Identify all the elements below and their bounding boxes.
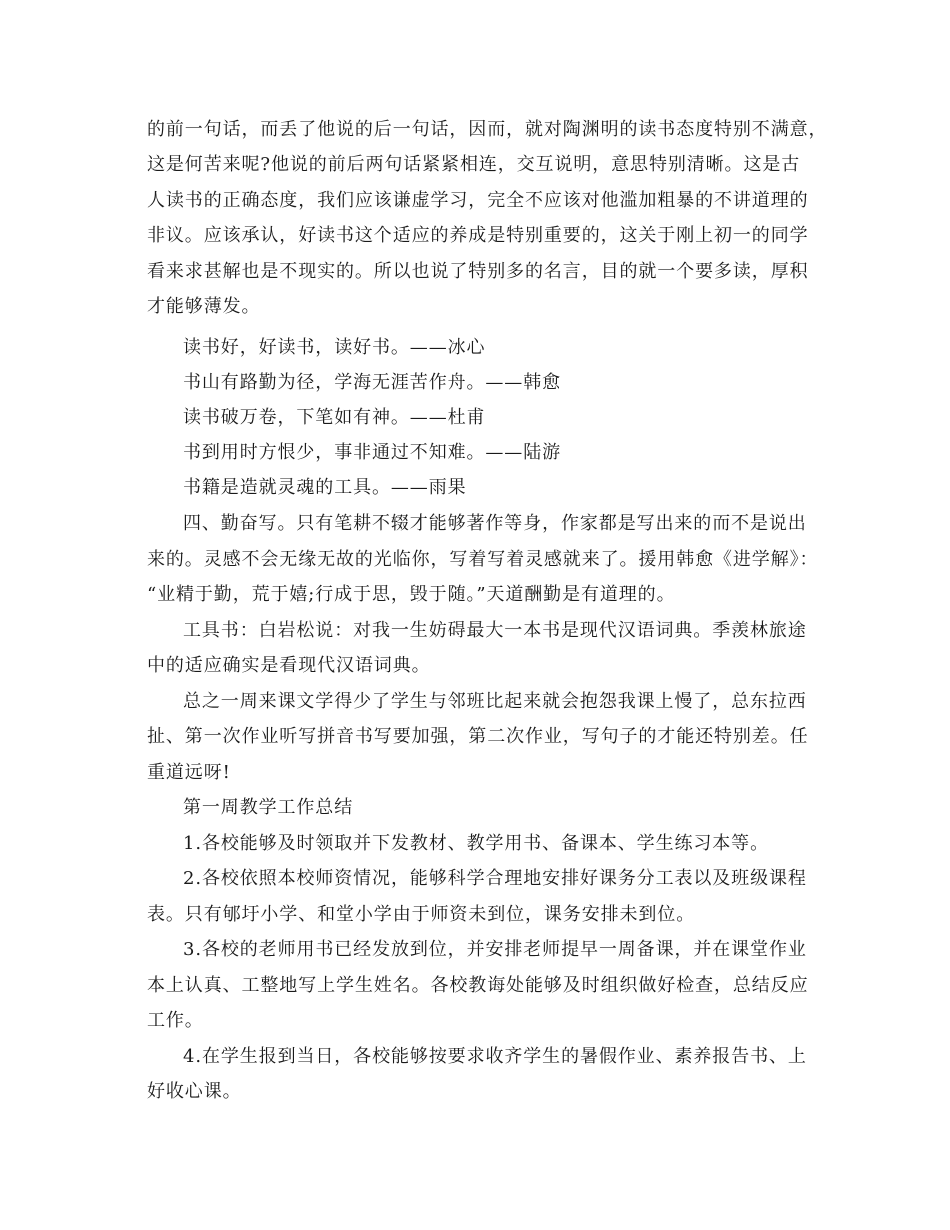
quote-line: 读书破万卷，下笔如有神。——杜甫 bbox=[183, 407, 486, 428]
text-line: 好收心课。 bbox=[147, 1081, 242, 1102]
text-line: 非议。应该承认，好读书这个适应的养成是特别重要的，这关于刚上初一的同学 bbox=[147, 225, 809, 246]
section-title: 第一周教学工作总结 bbox=[183, 797, 354, 818]
list-item: 2.各校依照本校师资情况，能够科学合理地安排好课务分工表以及班级课程 bbox=[183, 868, 807, 889]
text-line: 这是何苦来呢?他说的前后两句话紧紧相连，交互说明，意思特别清晰。这是古 bbox=[147, 154, 801, 175]
quote-line: 书山有路勤为径，学海无涯苦作舟。——韩愈 bbox=[183, 372, 561, 393]
text-line: 工作。 bbox=[147, 1010, 204, 1031]
text-line: 中的适应确实是看现代汉语词典。 bbox=[147, 655, 431, 676]
text-line: 四、勤奋写。只有笔耕不辍才能够著作等身，作家都是写出来的而不是说出 bbox=[183, 513, 807, 534]
text-line: 本上认真、工整地写上学生姓名。各校教诲处能够及时组织做好检查，总结反应 bbox=[147, 975, 809, 996]
quote-line: 读书好，好读书，读好书。——冰心 bbox=[183, 337, 486, 358]
list-item: 3.各校的老师用书已经发放到位，并安排老师提早一周备课，并在课堂作业 bbox=[183, 939, 807, 960]
list-item: 1.各校能够及时领取并下发教材、教学用书、备课本、学生练习本等。 bbox=[183, 833, 769, 854]
text-line: 人读书的正确态度，我们应该谦虚学习，完全不应该对他滥加粗暴的不讲道理的 bbox=[147, 190, 809, 211]
quote-line: 书到用时方恨少，事非通过不知难。——陆游 bbox=[183, 442, 561, 463]
text-line: 才能够薄发。 bbox=[147, 296, 261, 317]
text-line: 来的。灵感不会无缘无故的光临你，写着写着灵感就来了。援用韩愈《进学解》： bbox=[147, 549, 819, 570]
text-line: 看来求甚解也是不现实的。所以也说了特别多的名言，目的就一个要多读，厚积 bbox=[147, 261, 809, 282]
text-line: 扯、第一次作业听写拼音书写要加强，第二次作业，写句子的才能还特别差。任 bbox=[147, 726, 809, 747]
list-item: 4.在学生报到当日，各校能够按要求收齐学生的暑假作业、素养报告书、上 bbox=[183, 1046, 807, 1067]
text-line: 的前一句话，而丢了他说的后一句话，因而，就对陶渊明的读书态度特别不满意， bbox=[147, 119, 828, 140]
quote-line: 书籍是造就灵魂的工具。——雨果 bbox=[183, 477, 467, 498]
text-line: 工具书：白岩松说：对我一生妨碍最大一本书是现代汉语词典。季羡林旅途 bbox=[183, 620, 807, 641]
text-line: 表。只有郇圩小学、和堂小学由于师资未到位，课务安排未到位。 bbox=[147, 904, 696, 925]
text-line: 重道远呀! bbox=[147, 762, 231, 783]
text-line: 总之一周来课文学得少了学生与邻班比起来就会抱怨我课上慢了，总东拉西 bbox=[183, 691, 807, 712]
text-line: “业精于勤，荒于嬉;行成于思，毁于随。”天道酬勤是有道理的。 bbox=[147, 584, 676, 605]
